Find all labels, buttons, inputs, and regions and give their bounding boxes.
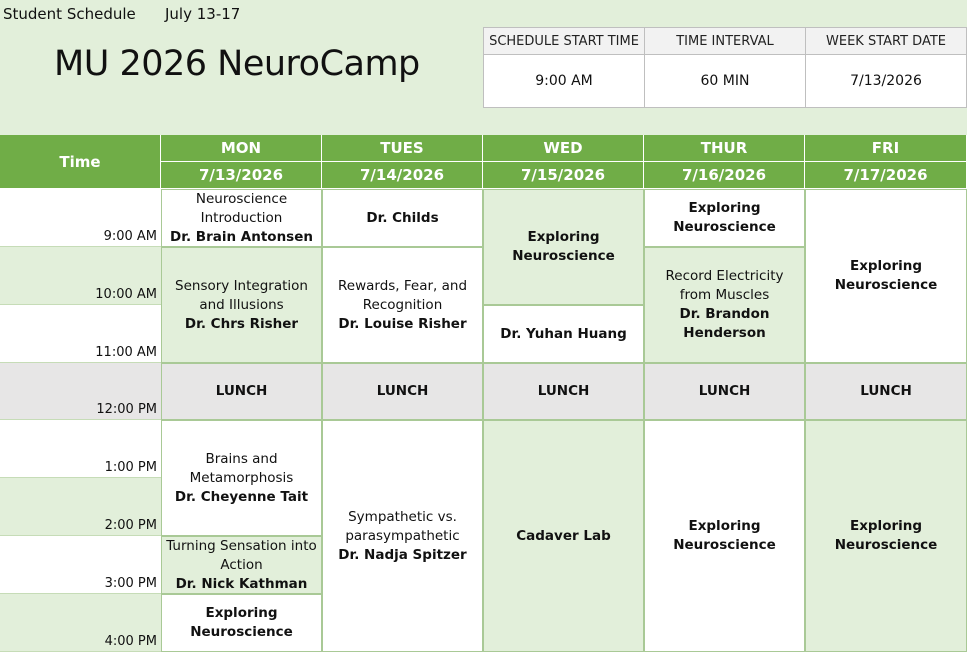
event-exploring-neuroscience-thu-pm[interactable] <box>644 420 805 652</box>
event-title: LUNCH <box>376 383 429 399</box>
event-title: Cadaver Lab <box>516 527 611 544</box>
event-title: LUNCH <box>698 383 751 399</box>
date-header-mon: 7/13/2026 <box>161 162 322 189</box>
event-presenter: Dr. Brandon Henderson <box>679 306 770 341</box>
date-header-wed: 7/15/2026 <box>483 162 644 189</box>
event-dr-yuhan-huang[interactable] <box>483 305 644 363</box>
event-title: Sympathetic vs. parasympathetic <box>345 508 460 544</box>
event-sympathetic-parasympathetic[interactable] <box>322 420 483 652</box>
week-start-field[interactable]: 7/13/2026 <box>805 54 967 108</box>
day-header-mon: MON <box>161 135 322 162</box>
event-title: Exploring Neuroscience <box>834 518 938 553</box>
time-slot: 12:00 PM <box>0 363 161 420</box>
event-presenter: Dr. Childs <box>366 209 439 226</box>
event-lunch-mon[interactable] <box>161 363 322 420</box>
start-time-label: SCHEDULE START TIME <box>483 27 645 55</box>
interval-label: TIME INTERVAL <box>644 27 806 55</box>
event-sensory-integration[interactable] <box>161 247 322 363</box>
event-title: Rewards, Fear, and Recognition <box>337 277 468 313</box>
day-header-wed: WED <box>483 135 644 162</box>
event-exploring-neuroscience-thu[interactable] <box>644 189 805 247</box>
event-presenter: Dr. Nick Kathman <box>175 575 308 592</box>
event-title: LUNCH <box>215 383 268 399</box>
event-lunch-tue[interactable] <box>322 363 483 420</box>
day-header-fri: FRI <box>805 135 967 162</box>
event-brains-and-metamorphosis[interactable] <box>161 420 322 536</box>
event-title: Neuroscience Introduction <box>195 190 288 226</box>
event-exploring-neuroscience-mon[interactable] <box>161 594 322 652</box>
event-presenter: Dr. Chrs Risher <box>184 315 299 332</box>
event-presenter: Dr. Louise Risher <box>338 315 467 332</box>
event-title: Sensory Integration and Illusions <box>175 277 308 313</box>
time-slot: 9:00 AM <box>0 189 161 247</box>
event-title: LUNCH <box>537 383 590 399</box>
event-exploring-neuroscience-wed[interactable] <box>483 189 644 305</box>
event-cadaver-lab[interactable] <box>483 420 644 652</box>
time-slot: 4:00 PM <box>0 594 161 652</box>
interval-field[interactable]: 60 MIN <box>644 54 806 108</box>
event-title: Exploring Neuroscience <box>190 605 293 640</box>
week-start-label: WEEK START DATE <box>805 27 967 55</box>
event-dr-childs[interactable] <box>322 189 483 247</box>
event-exploring-neuroscience-fri-pm[interactable] <box>805 420 967 652</box>
date-header-thu: 7/16/2026 <box>644 162 805 189</box>
time-slot: 11:00 AM <box>0 305 161 363</box>
event-title: Exploring Neuroscience <box>512 229 615 264</box>
event-lunch-wed[interactable] <box>483 363 644 420</box>
event-title: Brains and Metamorphosis <box>189 450 294 486</box>
event-presenter: Dr. Brain Antonsen <box>170 228 313 245</box>
event-title: LUNCH <box>860 383 912 399</box>
event-turning-sensation[interactable] <box>161 536 322 594</box>
event-title: Record Electricity from Muscles <box>665 268 784 303</box>
start-time-field[interactable]: 9:00 AM <box>483 54 645 108</box>
event-title: Turning Sensation into Action <box>166 537 317 573</box>
page-title: MU 2026 NeuroCamp <box>54 44 420 84</box>
sheet-label: Student Schedule <box>3 5 136 23</box>
event-title: Exploring Neuroscience <box>834 258 938 293</box>
day-header-tue: TUES <box>322 135 483 162</box>
date-header-fri: 7/17/2026 <box>805 162 967 189</box>
date-range: July 13-17 <box>165 5 241 23</box>
event-neuroscience-introduction[interactable] <box>161 189 322 247</box>
time-slot: 10:00 AM <box>0 247 161 305</box>
event-presenter: Dr. Cheyenne Tait <box>174 488 309 505</box>
time-slot: 2:00 PM <box>0 478 161 536</box>
event-presenter: Dr. Nadja Spitzer <box>338 546 467 563</box>
event-title: Exploring Neuroscience <box>673 200 776 235</box>
event-title: Exploring Neuroscience <box>673 518 776 553</box>
event-lunch-thu[interactable] <box>644 363 805 420</box>
day-header-thu: THUR <box>644 135 805 162</box>
time-slot: 3:00 PM <box>0 536 161 594</box>
event-exploring-neuroscience-fri[interactable] <box>805 189 967 363</box>
event-rewards-fear-recognition[interactable] <box>322 247 483 363</box>
date-header-tue: 7/14/2026 <box>322 162 483 189</box>
time-column-header: Time <box>0 135 161 189</box>
event-lunch-fri[interactable] <box>805 363 967 420</box>
time-slot: 1:00 PM <box>0 420 161 478</box>
event-record-electricity[interactable] <box>644 247 805 363</box>
event-presenter: Dr. Yuhan Huang <box>500 325 627 342</box>
